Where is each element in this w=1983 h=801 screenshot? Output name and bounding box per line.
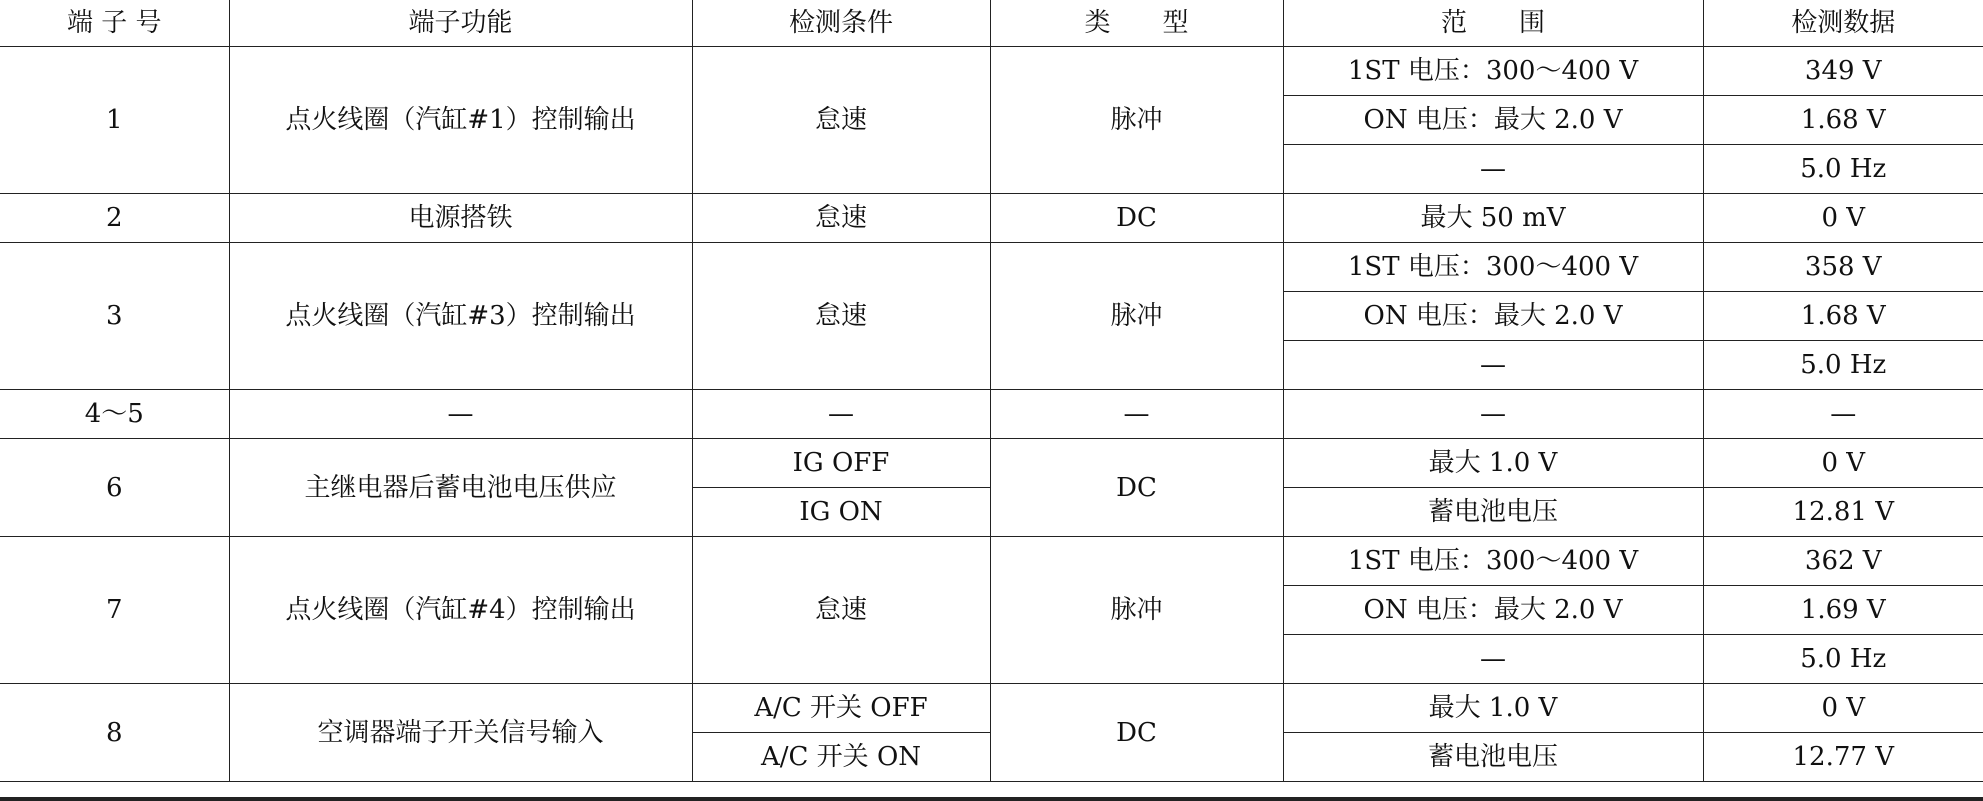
measured-value-cell: 5.0 Hz: [1703, 145, 1983, 194]
table-row: [0, 684, 1983, 733]
measured-value-cell: 1.69 V: [1703, 586, 1983, 635]
spec-range-cell: ON 电压：最大 2.0 V: [1283, 96, 1703, 145]
measured-value-cell: 0 V: [1703, 439, 1983, 488]
test-condition-cell: IG OFF: [692, 439, 990, 488]
terminal-function-cell: 点火线圈（汽缸#3）控制输出: [229, 243, 692, 390]
spec-range-cell: ON 电压：最大 2.0 V: [1283, 586, 1703, 635]
measured-value-cell: 0 V: [1703, 684, 1983, 733]
spec-range-cell: 最大 50 mV: [1283, 194, 1703, 243]
test-condition-cell: IG ON: [692, 488, 990, 537]
terminal-number-cell: 7: [0, 537, 229, 684]
header-row: [0, 0, 1983, 47]
spec-range-cell: 最大 1.0 V: [1283, 439, 1703, 488]
measured-value-cell: 12.81 V: [1703, 488, 1983, 537]
terminal-number-cell: 8: [0, 684, 229, 782]
spec-range-cell: —: [1283, 390, 1703, 439]
table-row: [0, 47, 1983, 96]
spec-range-cell: 最大 1.0 V: [1283, 684, 1703, 733]
test-condition-cell: —: [692, 390, 990, 439]
signal-type-cell: —: [990, 390, 1283, 439]
test-condition-cell: A/C 开关 ON: [692, 733, 990, 782]
test-condition-cell: A/C 开关 OFF: [692, 684, 990, 733]
spec-range-cell: —: [1283, 145, 1703, 194]
spec-range-cell: 1ST 电压：300～400 V: [1283, 537, 1703, 586]
measured-value-cell: 358 V: [1703, 243, 1983, 292]
signal-type-cell: DC: [990, 684, 1283, 782]
terminal-number-cell: 3: [0, 243, 229, 390]
terminal-number-cell: 6: [0, 439, 229, 537]
measured-value-cell: 5.0 Hz: [1703, 635, 1983, 684]
test-condition-cell: 怠速: [692, 47, 990, 194]
measured-value-cell: 349 V: [1703, 47, 1983, 96]
table-row: [0, 243, 1983, 292]
terminal-function-cell: 点火线圈（汽缸#1）控制输出: [229, 47, 692, 194]
spec-range-cell: —: [1283, 635, 1703, 684]
header-type: 类 型: [990, 0, 1283, 47]
terminal-number-cell: 2: [0, 194, 229, 243]
measured-value-cell: 0 V: [1703, 194, 1983, 243]
header-function: 端子功能: [229, 0, 692, 47]
header-data: 检测数据: [1703, 0, 1983, 47]
header-terminal-no: 端 子 号: [0, 0, 229, 47]
measured-value-cell: —: [1703, 390, 1983, 439]
table-row: [0, 390, 1983, 439]
measured-value-cell: 5.0 Hz: [1703, 341, 1983, 390]
test-condition-cell: 怠速: [692, 243, 990, 390]
signal-type-cell: DC: [990, 194, 1283, 243]
measured-value-cell: 362 V: [1703, 537, 1983, 586]
spec-range-cell: 1ST 电压：300～400 V: [1283, 47, 1703, 96]
terminal-number-cell: 1: [0, 47, 229, 194]
header-range: 范 围: [1283, 0, 1703, 47]
table-row: [0, 194, 1983, 243]
test-condition-cell: 怠速: [692, 194, 990, 243]
terminal-function-cell: 电源搭铁: [229, 194, 692, 243]
measured-value-cell: 1.68 V: [1703, 96, 1983, 145]
signal-type-cell: 脉冲: [990, 537, 1283, 684]
header-condition: 检测条件: [692, 0, 990, 47]
signal-type-cell: DC: [990, 439, 1283, 537]
table-row: [0, 537, 1983, 586]
table-bottom-rule: [0, 797, 1983, 801]
terminal-function-cell: —: [229, 390, 692, 439]
spec-range-cell: —: [1283, 341, 1703, 390]
spec-range-cell: ON 电压：最大 2.0 V: [1283, 292, 1703, 341]
spec-range-cell: 蓄电池电压: [1283, 488, 1703, 537]
terminal-function-cell: 主继电器后蓄电池电压供应: [229, 439, 692, 537]
measured-value-cell: 12.77 V: [1703, 733, 1983, 782]
terminal-number-cell: 4～5: [0, 390, 229, 439]
terminal-function-cell: 空调器端子开关信号输入: [229, 684, 692, 782]
spec-range-cell: 1ST 电压：300～400 V: [1283, 243, 1703, 292]
spec-range-cell: 蓄电池电压: [1283, 733, 1703, 782]
measured-value-cell: 1.68 V: [1703, 292, 1983, 341]
signal-type-cell: 脉冲: [990, 47, 1283, 194]
test-condition-cell: 怠速: [692, 537, 990, 684]
table-row: [0, 439, 1983, 488]
signal-type-cell: 脉冲: [990, 243, 1283, 390]
terminal-function-cell: 点火线圈（汽缸#4）控制输出: [229, 537, 692, 684]
